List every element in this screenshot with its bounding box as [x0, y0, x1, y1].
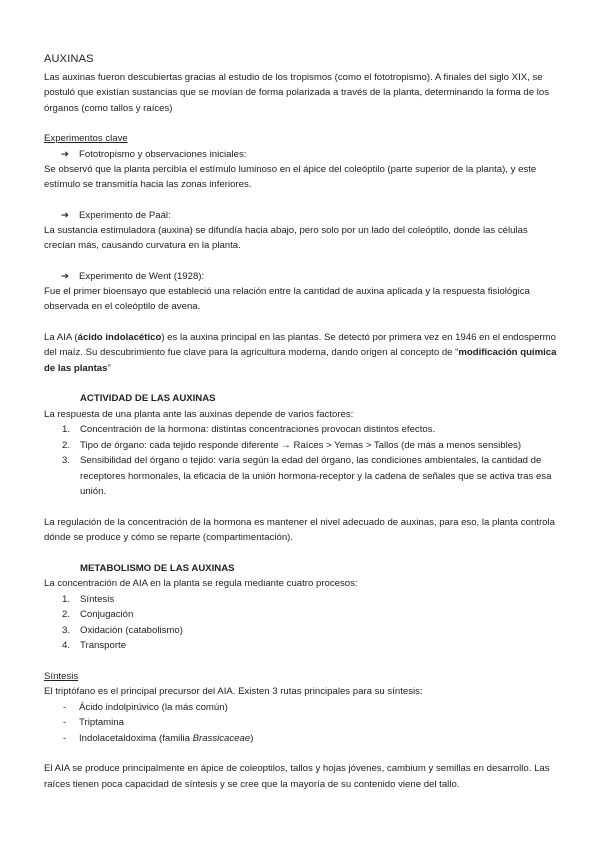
activity-intro: La respuesta de una planta ante las auxinas depende de varios factores: [44, 408, 354, 420]
list-item-number: 1. [62, 593, 71, 605]
list-item-text: Síntesis [80, 593, 115, 605]
metabolism-list [44, 592, 559, 654]
aia-text-1: La AIA ( [44, 331, 78, 343]
list-item [44, 438, 559, 454]
list-item-text [79, 731, 559, 747]
experiment-3-text: Fue el primer bioensayo que estableció una relación entre la cantidad de auxina aplicada y la respuesta fisiológica observada en el coleóptilo de avena. [44, 285, 530, 312]
list-item-text: Ácido indolpirúvico (la más común) [79, 701, 228, 713]
synthesis-closing: El AIA se produce principalmente en ápice de coleoptilos, tallos y hojas jóvenes, cambium y semillas en desarrollo. Las raíces tienen poca capacidad de síntesis y se cree que la mayoría de su contenido viene del tallo. [44, 763, 550, 790]
experiment-3-title-text: Experimento de Went (1928): [79, 270, 205, 282]
list-item [44, 623, 559, 639]
experiment-2-title-text: Experimento de Paál: [79, 209, 171, 221]
document-title: AUXINAS [44, 53, 94, 65]
list-item-text: Conjugación [80, 609, 134, 620]
aia-text-2: ) es la auxina principal en las plantas. Se detectó por primera vez en 1946 en el endospermo del maíz. Su descubrimiento fue clave para la agricultura moderna, dando origen al concepto de “ [44, 331, 556, 358]
route-text: Indolacetaldoxima (familia [79, 732, 193, 744]
list-item-text: Transporte [80, 640, 127, 651]
list-item-text: Triptamina [79, 717, 124, 728]
list-item [44, 592, 559, 608]
experiment-2-text: La sustancia estimuladora (auxina) se difundía hacia abajo, pero solo por un lado del coleóptilo, donde las células crecían más, causando curvatura en la planta. [44, 224, 528, 251]
regulation-paragraph: La regulación de la concentración de la hormona es mantener el nivel adecuado de auxinas, para eso, la planta controla dónde se produce y cómo se reparte (compartimentación). [44, 516, 555, 543]
experiment-1-title [44, 147, 559, 162]
experiment-2-title [44, 208, 559, 223]
arrow-icon: ➔ [61, 209, 70, 221]
list-item-number: 1. [62, 424, 71, 435]
list-item-number: 2. [62, 609, 71, 620]
list-item-text: Oxidación (catabolismo) [80, 624, 183, 636]
aia-text-3: ” [107, 362, 111, 374]
synthesis-heading [44, 669, 559, 685]
list-item [44, 715, 559, 731]
arrow-icon: ➔ [61, 148, 70, 160]
activity-list [44, 422, 559, 500]
aia-bold-term: ácido indolacético [77, 331, 162, 343]
activity-heading: ACTIVIDAD DE LAS AUXINAS [80, 393, 216, 404]
metabolism-intro: La concentración de AIA en la planta se regula mediante cuatro procesos: [44, 578, 358, 589]
synthesis-heading-text: Síntesis [44, 670, 79, 682]
aia-bold-concept: modificación química de las plantas [44, 347, 557, 374]
list-item-text: Concentración de la hormona: distintas concentraciones provocan distintos efectos. [80, 424, 436, 435]
list-item [44, 638, 559, 654]
document-page [44, 52, 559, 792]
experiment-1-text: Se observó que la planta percibía el estímulo luminoso en el ápice del coleóptilo (parte superior de la planta), y este estímulo se transmitía hacia las zonas inferiores. [44, 163, 537, 190]
aia-paragraph [44, 330, 559, 377]
experiments-heading-text: Experimentos clave [44, 133, 128, 144]
list-item-number: 3. [62, 624, 71, 636]
arrow-icon: ➔ [61, 270, 70, 282]
experiment-3-title [44, 269, 559, 284]
list-item [44, 453, 559, 500]
list-item [44, 607, 559, 623]
intro-paragraph: Las auxinas fueron descubiertas gracias al estudio de los tropismos (como el fototropismo). A finales del siglo XIX, se postuló que existían sustancias que se movían de forma polarizada a través de la planta, determinando la forma de los órganos (como tallos y raíces) [44, 71, 550, 114]
list-item [44, 422, 559, 438]
route-family-name: Brassicaceae [192, 732, 251, 744]
experiments-heading [44, 131, 559, 147]
list-item-number: 2. [62, 439, 71, 451]
list-item [44, 731, 559, 747]
route-text-after: ) [250, 732, 254, 744]
dash-bullet: - [63, 732, 67, 744]
list-item-text: Tipo de órgano: cada tejido responde diferente → Raíces > Yemas > Tallos (de más a menos sensibles) [80, 439, 522, 451]
experiment-1-title-text: Fototropismo y observaciones iniciales: [79, 148, 247, 160]
synthesis-intro: El triptófano es el principal precursor del AIA. Existen 3 rutas principales para su síntesis: [44, 686, 423, 697]
list-item-number: 3. [62, 455, 71, 466]
list-item-number: 4. [62, 640, 71, 651]
metabolism-heading: METABOLISMO DE LAS AUXINAS [80, 562, 235, 574]
dash-bullet: - [63, 717, 67, 728]
list-item-text: Sensibilidad del órgano o tejido: varía según la edad del órgano, las condiciones ambientales, la cantidad de receptores hormonales, la eficacia de la unión hormona-receptor y la cadena de señales que se activa tras esa unión. [80, 455, 552, 497]
synthesis-routes-list [44, 700, 559, 747]
dash-bullet: - [63, 701, 67, 713]
list-item [44, 700, 559, 716]
